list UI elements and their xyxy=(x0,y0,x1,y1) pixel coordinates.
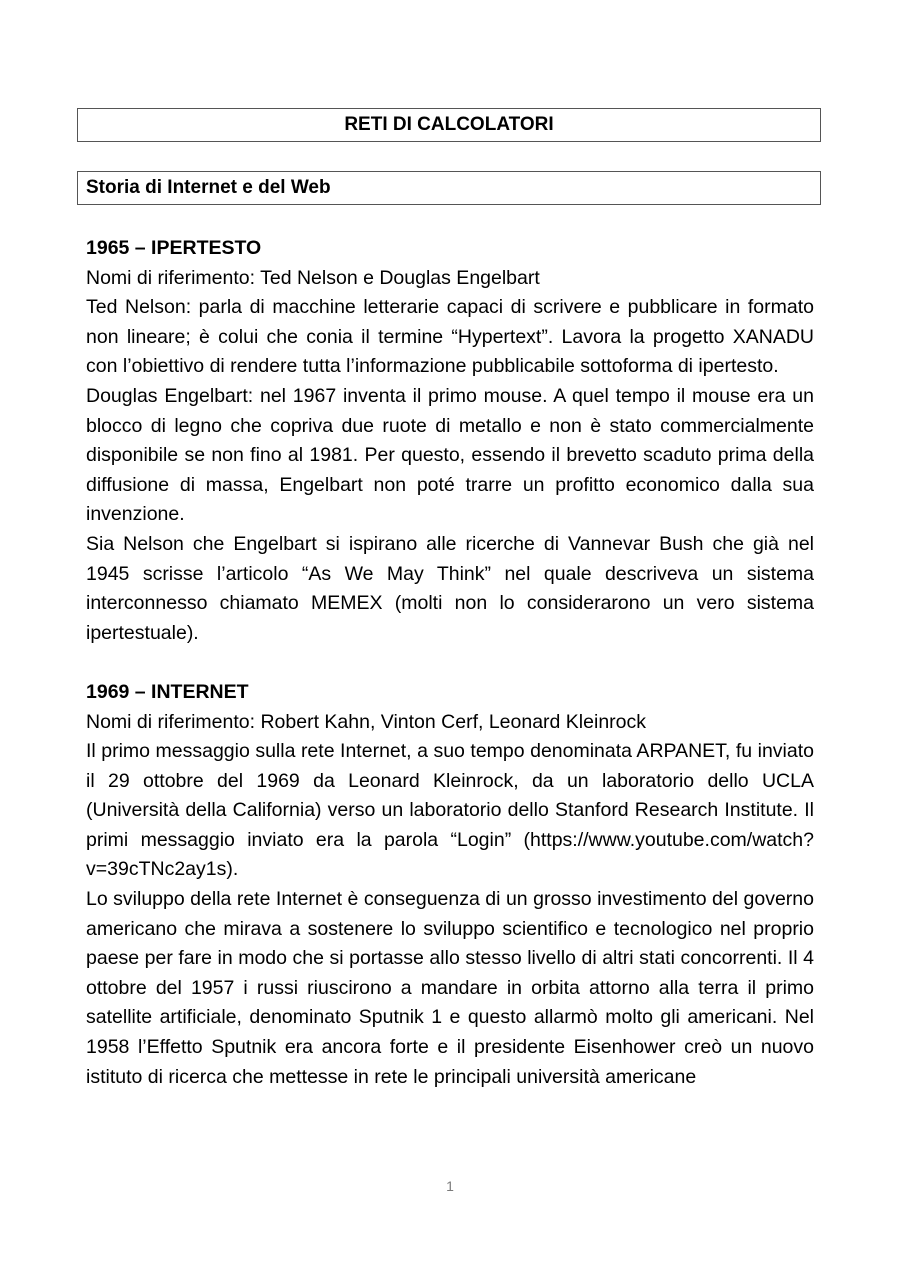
paragraph: Nomi di riferimento: Robert Kahn, Vinton Cerf, Leonard Kleinrock xyxy=(86,710,646,733)
page-number: 1 xyxy=(446,1178,454,1194)
section-heading: 1969 – INTERNET xyxy=(86,680,249,703)
paragraph: Nomi di riferimento: Ted Nelson e Douglas Engelbart xyxy=(86,266,540,289)
section-heading: 1965 – IPERTESTO xyxy=(86,237,262,259)
section-spacer xyxy=(86,648,814,678)
document-title: RETI DI CALCOLATORI xyxy=(77,108,821,142)
document-body xyxy=(86,234,814,1092)
paragraph: Lo sviluppo della rete Internet è conseguenza di un grosso investimento del governo americano che mirava a sostenere lo sviluppo scientifico e tecnologico nel proprio paese per fare in modo che si portasse allo stesso livello di altri stati concorrenti. Il 4 ottobre del 1957 i russi riuscirono a mandare in orbita attorno alla terra il primo satellite artificiale, denominato Sputnik 1 e questo allarmò molto gli americani. Nel 1958 l’Effetto Sputnik era ancora forte e il presidente Eisenhower creò un nuovo istituto di ricerca che mettesse in rete le principali università americane xyxy=(86,888,814,1088)
paragraph: Douglas Engelbart: nel 1967 inventa il primo mouse. A quel tempo il mouse era un blocco di legno che copriva due ruote di metallo e non è stato commercialmente disponibile se non fino al 1981. Per questo, essendo il brevetto scaduto prima della diffusione di massa, Engelbart non poté trarre un profitto economico dalla sua invenzione. xyxy=(86,384,814,526)
section-internet xyxy=(86,678,814,1092)
paragraph: Il primo messaggio sulla rete Internet, a suo tempo denominata ARPANET, fu inviato il 29 ottobre del 1969 da Leonard Kleinrock, da un laboratorio dello UCLA (Università della California) verso un laboratorio dello Stanford Research Institute. Il primi messaggio inviato era la parola “Login” (https://www.youtube.com/watch?v=39cTNc2ay1s). xyxy=(86,740,814,881)
section-ipertesto xyxy=(86,234,814,648)
paragraph: Ted Nelson: parla di macchine letterarie capaci di scrivere e pubblicare in formato non lineare; è colui che conia il termine “Hypertext”. Lavora la progetto XANADU con l’obiettivo di rendere tutta l’informazione pubblicabile sottoforma di ipertesto. xyxy=(86,296,814,378)
paragraph: Sia Nelson che Engelbart si ispirano alle ricerche di Vannevar Bush che già nel 1945 scrisse l’articolo “As We May Think” nel quale descriveva un sistema interconnesso chiamato MEMEX (molti non lo considerarono un vero sistema ipertestuale). xyxy=(86,532,814,644)
document-subtitle: Storia di Internet e del Web xyxy=(77,171,821,205)
